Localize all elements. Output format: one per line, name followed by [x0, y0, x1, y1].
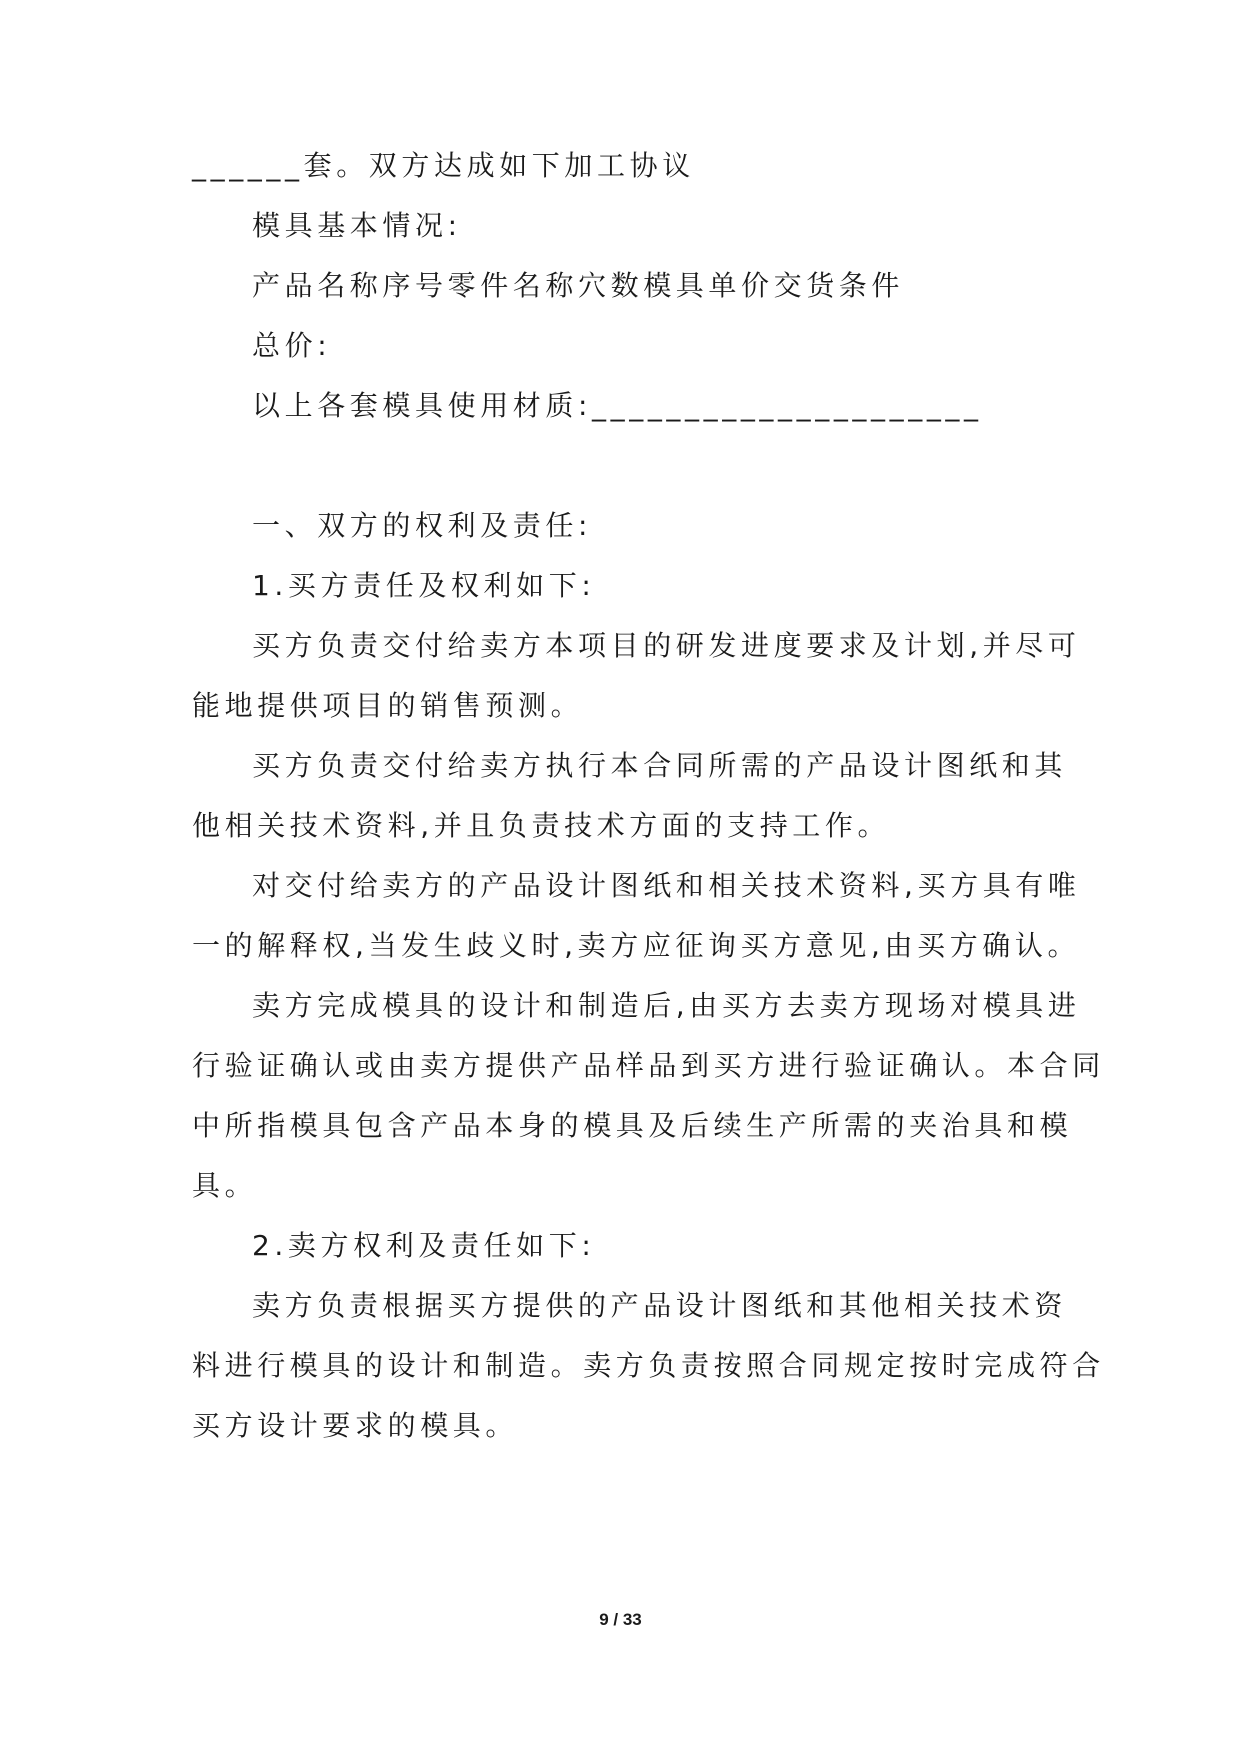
text-line-5: 以上各套模具使用材质:_____________________	[252, 389, 983, 422]
text-line-16: 中所指模具包含产品本身的模具及后续生产所需的夹治具和模	[192, 1109, 1073, 1142]
text-line-17: 具。	[192, 1169, 258, 1202]
text-line-19: 卖方负责根据买方提供的产品设计图纸和其他相关技术资	[252, 1289, 1068, 1322]
subsection-heading-2: 2.卖方权利及责任如下:	[252, 1229, 596, 1262]
subsection-heading-1: 1.买方责任及权利如下:	[252, 569, 596, 602]
text-line-10: 买方负责交付给卖方执行本合同所需的产品设计图纸和其	[252, 749, 1068, 782]
text-line-21: 买方设计要求的模具。	[192, 1409, 519, 1442]
text-line-12: 对交付给卖方的产品设计图纸和相关技术资料,买方具有唯	[252, 869, 1081, 902]
text-line-15: 行验证确认或由卖方提供产品样品到买方进行验证确认。本合同	[192, 1049, 1105, 1082]
text-line-14: 卖方完成模具的设计和制造后,由买方去卖方现场对模具进	[252, 989, 1081, 1022]
text-line-2: 模具基本情况:	[252, 209, 462, 242]
section-heading: 一、双方的权利及责任:	[252, 509, 593, 542]
text-line-1: ______套。双方达成如下加工协议	[192, 149, 695, 182]
text-line-11: 他相关技术资料,并且负责技术方面的支持工作。	[192, 809, 891, 842]
page-number: 9 / 33	[599, 1610, 642, 1629]
text-line-3: 产品名称序号零件名称穴数模具单价交货条件	[252, 269, 905, 302]
text-line-13: 一的解释权,当发生歧义时,卖方应征询买方意见,由买方确认。	[192, 929, 1081, 962]
text-line-8: 买方负责交付给卖方本项目的研发进度要求及计划,并尽可	[252, 629, 1081, 662]
text-line-20: 料进行模具的设计和制造。卖方负责按照合同规定按时完成符合	[192, 1349, 1105, 1382]
text-line-9: 能地提供项目的销售预测。	[192, 689, 584, 722]
text-line-4: 总价:	[252, 329, 332, 362]
